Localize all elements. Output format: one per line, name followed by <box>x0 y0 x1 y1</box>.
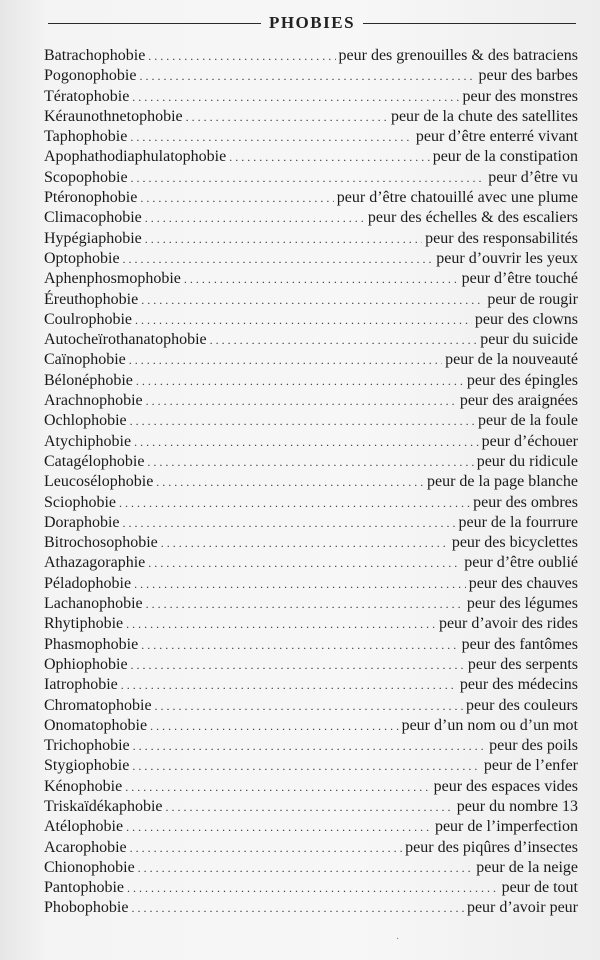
phobia-term: Hypégiaphobie <box>44 229 142 247</box>
phobia-term: Caïnophobie <box>44 351 126 369</box>
phobia-definition: peur des clowns <box>474 310 578 328</box>
phobia-entry <box>44 310 578 330</box>
phobia-entry <box>44 858 578 878</box>
phobia-definition: peur des responsabilités <box>425 229 578 247</box>
phobia-entry <box>44 188 578 208</box>
dot-leader <box>125 777 430 797</box>
dot-leader <box>129 350 442 370</box>
dot-leader <box>121 675 457 695</box>
dot-leader <box>186 107 388 127</box>
phobia-entry <box>44 756 578 776</box>
phobia-definition: peur de l’imperfection <box>434 818 578 836</box>
phobia-term: Triskaïdékaphobie <box>44 797 163 815</box>
phobia-definition: peur des médecins <box>459 676 578 694</box>
phobia-term: Optophobie <box>44 249 120 267</box>
dot-leader <box>210 330 478 350</box>
phobia-definition: peur des légumes <box>466 595 578 613</box>
phobia-definition: peur de tout <box>501 879 578 897</box>
phobia-definition: peur d’avoir des rides <box>438 615 578 633</box>
phobia-entry <box>44 269 578 289</box>
dot-leader <box>166 797 454 817</box>
phobia-term: Taphophobie <box>44 128 128 146</box>
dot-leader <box>147 452 473 472</box>
phobia-term: Pogonophobie <box>44 67 137 85</box>
phobia-entry <box>44 371 578 391</box>
phobia-term: Trichophobie <box>44 737 130 755</box>
phobia-definition: peur de la constipation <box>432 148 578 166</box>
page-title: PHOBIES <box>268 13 356 32</box>
dot-leader <box>229 147 430 167</box>
phobia-entry <box>44 614 578 634</box>
dot-leader <box>126 817 432 837</box>
phobia-definition: peur des grenouilles & des batraciens <box>338 47 578 64</box>
phobia-term: Autocheïrothanatophobie <box>44 331 207 349</box>
phobia-definition: peur d’être enterré vivant <box>415 128 578 146</box>
phobia-term: Lachanophobie <box>44 595 143 613</box>
phobia-term: Rhytiphobie <box>44 615 124 633</box>
dot-leader <box>134 432 479 452</box>
phobia-entry <box>44 878 578 898</box>
phobia-term: Bélonéphobie <box>44 371 133 389</box>
phobia-entry <box>44 655 578 675</box>
phobia-definition: peur des serpents <box>467 655 578 673</box>
phobia-entry <box>44 675 578 695</box>
header-rule-right <box>363 23 576 24</box>
dot-leader <box>131 655 465 675</box>
phobia-definition: peur des poils <box>489 737 578 755</box>
phobia-term: Leucosélophobie <box>44 473 154 491</box>
dot-leader <box>127 878 499 898</box>
phobia-definition: peur de la neige <box>476 858 578 876</box>
phobia-definition: peur du nombre 13 <box>456 797 578 815</box>
phobia-term: Kénophobie <box>44 777 123 795</box>
phobia-entry <box>44 107 578 127</box>
phobia-definition: peur des bicyclettes <box>451 534 578 552</box>
dot-leader <box>130 127 413 147</box>
phobia-entry <box>44 635 578 655</box>
phobia-term: Coulrophobie <box>44 310 132 328</box>
phobia-entry <box>44 553 578 573</box>
phobia-entry <box>44 838 578 858</box>
phobia-term: Chionophobie <box>44 858 135 876</box>
dot-leader <box>148 553 461 573</box>
dot-leader <box>141 635 458 655</box>
dot-leader <box>145 229 422 249</box>
phobia-term: Catagélophobie <box>44 452 145 470</box>
dot-leader <box>136 371 464 391</box>
phobia-definition: peur d’échouer <box>481 432 578 450</box>
phobia-term: Ophiophobie <box>44 655 128 673</box>
phobia-entry <box>44 66 578 86</box>
phobia-definition: peur des ombres <box>473 493 578 511</box>
phobia-entry <box>44 696 578 716</box>
phobia-definition: peur de rougir <box>487 290 578 308</box>
phobia-entry <box>44 797 578 817</box>
phobia-entry <box>44 817 578 837</box>
dot-leader <box>131 168 486 188</box>
phobia-definition: peur des barbes <box>478 67 578 85</box>
phobia-term: Chromatophobie <box>44 696 152 714</box>
phobia-term: Péladophobie <box>44 574 132 592</box>
phobia-entry <box>44 533 578 553</box>
phobia-term: Batrachophobie <box>44 47 146 64</box>
phobia-definition: peur du suicide <box>480 331 578 349</box>
dot-leader <box>123 249 434 269</box>
phobia-definition: peur de la page blanche <box>426 473 578 491</box>
phobia-definition: peur d’être vu <box>488 168 578 186</box>
phobia-entry <box>44 46 578 66</box>
dot-leader <box>119 493 470 513</box>
phobia-term: Aphenphosmophobie <box>44 270 181 288</box>
dot-leader <box>155 696 463 716</box>
dot-leader <box>156 472 424 492</box>
phobia-definition: peur d’être oublié <box>464 554 578 572</box>
phobia-definition: peur des espaces vides <box>433 777 578 795</box>
phobia-entry <box>44 472 578 492</box>
phobia-entry <box>44 208 578 228</box>
phobia-term: Acarophobie <box>44 838 127 856</box>
dot-leader <box>146 594 464 614</box>
dot-leader <box>139 66 475 86</box>
phobia-entry <box>44 411 578 431</box>
dot-leader <box>135 310 472 330</box>
phobia-definition: peur des couleurs <box>466 696 578 714</box>
phobia-term: Bitrochosophobie <box>44 534 158 552</box>
phobia-term: Doraphobie <box>44 513 120 531</box>
dot-leader <box>134 574 466 594</box>
page-header <box>48 10 576 36</box>
phobia-term: Phobophobie <box>44 899 129 917</box>
phobia-term: Sciophobie <box>44 493 116 511</box>
dot-leader <box>133 736 486 756</box>
phobia-entry <box>44 777 578 797</box>
phobia-term: Athazagoraphie <box>44 554 146 572</box>
phobia-term: Arachnophobie <box>44 392 143 410</box>
phobia-definition: peur des fantômes <box>461 635 578 653</box>
phobia-term: Pantophobie <box>44 879 124 897</box>
phobia-definition: peur d’être chatouillé avec une plume <box>336 189 578 207</box>
phobia-term: Onomatophobie <box>44 716 148 734</box>
phobia-definition: peur de la fourrure <box>458 513 578 531</box>
dot-leader <box>126 614 436 634</box>
dot-leader <box>148 46 335 66</box>
phobia-definition: peur de l’enfer <box>483 757 578 775</box>
phobia-entry <box>44 452 578 472</box>
phobia-definition: peur des araignées <box>459 392 578 410</box>
phobia-definition: peur des échelles & des escaliers <box>367 209 578 227</box>
phobia-definition: peur des épingles <box>466 371 578 389</box>
dot-leader <box>131 898 463 918</box>
dot-leader <box>146 391 457 411</box>
dot-leader <box>161 533 449 553</box>
dot-leader <box>150 716 398 736</box>
phobia-term: Climacophobie <box>44 209 142 227</box>
phobia-entry <box>44 493 578 513</box>
phobia-entry <box>44 350 578 370</box>
phobia-term: Tératophobie <box>44 87 130 105</box>
dot-leader <box>138 858 474 878</box>
phobia-entry <box>44 330 578 350</box>
header-rule-left <box>48 23 261 24</box>
phobia-term: Atélophobie <box>44 818 124 836</box>
phobia-entry <box>44 716 578 736</box>
phobia-term: Éreuthophobie <box>44 290 139 308</box>
dot-leader <box>184 269 459 289</box>
phobia-term: Ochlophobie <box>44 412 127 430</box>
phobia-term: Atychiphobie <box>44 432 132 450</box>
phobia-term: Apophathodiaphulatophobie <box>44 148 227 166</box>
dot-leader <box>132 756 480 776</box>
phobia-definition: peur des piqûres d’insectes <box>405 838 578 856</box>
phobia-term: Ptéronophobie <box>44 189 138 207</box>
phobia-definition: peur de la nouveauté <box>445 351 578 369</box>
phobia-entry <box>44 736 578 756</box>
phobia-term: Iatrophobie <box>44 676 118 694</box>
phobia-entry <box>44 391 578 411</box>
phobia-entry <box>44 432 578 452</box>
phobia-entry <box>44 898 578 918</box>
phobia-term: Kéraunothnetophobie <box>44 107 183 125</box>
phobia-definition: peur de la chute des satellites <box>390 107 578 125</box>
phobia-entry <box>44 513 578 533</box>
dot-leader <box>132 87 459 107</box>
phobia-list <box>44 46 578 919</box>
phobia-entry <box>44 147 578 167</box>
phobia-definition: peur des monstres <box>462 87 578 105</box>
phobia-definition: peur des chauves <box>468 574 578 592</box>
phobia-term: Scopophobie <box>44 168 128 186</box>
dot-leader <box>130 411 475 431</box>
phobia-entry <box>44 594 578 614</box>
phobia-entry <box>44 290 578 310</box>
phobia-entry <box>44 168 578 188</box>
phobia-entry <box>44 249 578 269</box>
phobia-definition: peur d’ouvrir les yeux <box>436 249 578 267</box>
phobia-entry <box>44 574 578 594</box>
dot-leader <box>145 208 365 228</box>
phobia-definition: peur d’être touché <box>461 270 578 288</box>
page-mark: · <box>396 934 400 945</box>
dot-leader <box>141 290 484 310</box>
phobia-definition: peur d’un nom ou d’un mot <box>401 716 578 734</box>
phobia-term: Phasmophobie <box>44 635 139 653</box>
phobia-definition: peur de la foule <box>478 412 578 430</box>
phobia-definition: peur du ridicule <box>476 452 578 470</box>
dot-leader <box>123 513 456 533</box>
phobia-entry <box>44 127 578 147</box>
phobia-definition: peur d’avoir peur <box>466 899 578 917</box>
phobia-entry <box>44 229 578 249</box>
dot-leader <box>140 188 333 208</box>
phobia-term: Stygiophobie <box>44 757 130 775</box>
dot-leader <box>130 838 403 858</box>
phobia-entry <box>44 87 578 107</box>
